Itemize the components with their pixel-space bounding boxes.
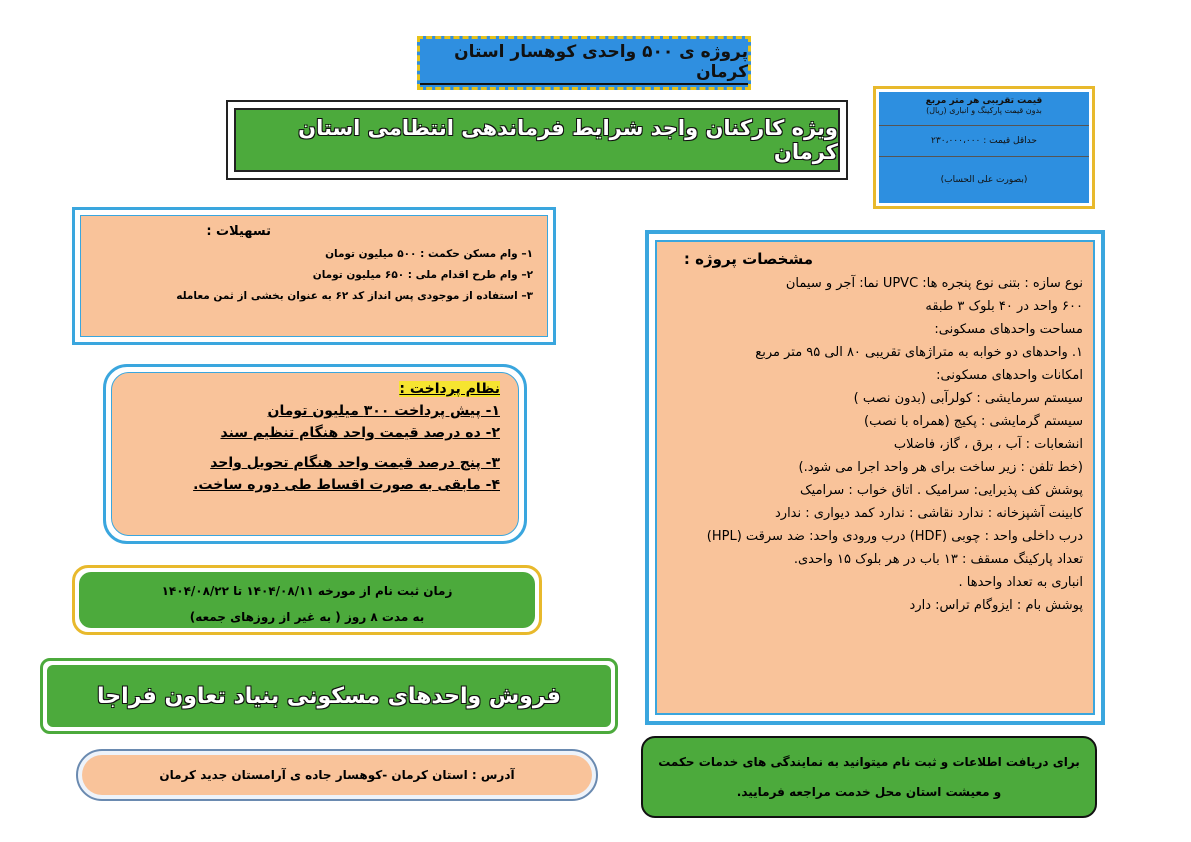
min-price: حداقل قیمت : ۲۳۰،۰۰۰،۰۰۰ (879, 126, 1089, 157)
price-header (879, 92, 1089, 126)
address-text: آدرس : استان کرمان -کوهسار جاده ی آرامستان جدید کرمان (159, 768, 515, 782)
project-title: پروژه ی ۵۰۰ واحدی کوهسار استان کرمان (420, 42, 748, 85)
payment-box (103, 364, 527, 544)
specs-panel (655, 240, 1095, 715)
spec-line: درب داخلی واحد : چوبی (HDF) درب ورودی واحد: ضد سرقت (HPL) (706, 529, 1083, 544)
facilities-box (72, 207, 556, 345)
spec-line: پوشش کف پذیرایی: سرامیک . اتاق خواب : سرامیک (800, 483, 1083, 498)
price-line2: بدون قیمت پارکینگ و انباری (ریال) (926, 106, 1042, 115)
spec-line: سیستم گرمایشی : پکیج (همراه با نصب) (864, 414, 1083, 429)
facility-item: ۲– وام طرح اقدام ملی : ۶۵۰ میلیون تومان (312, 269, 533, 281)
specs-heading: مشخصات پروژه : (683, 250, 813, 268)
registration-dates: زمان ثبت نام از مورخه ۱۴۰۴/۰۸/۱۱ تا ۱۴۰۴/۰۸/۲۲ (161, 584, 453, 598)
facility-item: ۳– استفاده از موجودی پس انداز کد ۶۲ به عنوان بخشی از ثمن معامله (176, 290, 533, 302)
sales-banner-text: فروش واحدهای مسکونی بنیاد تعاون فراجا (97, 683, 561, 709)
contact-box (641, 736, 1097, 818)
facility-item: ۱– وام مسکن حکمت : ۵۰۰ میلیون تومان (325, 248, 533, 260)
price-panel (879, 92, 1089, 203)
spec-line: ۶۰۰ واحد در ۴۰ بلوک ۳ طبقه (925, 299, 1083, 314)
sales-banner (47, 665, 611, 727)
facilities-panel (80, 215, 548, 337)
sales-banner-box (40, 658, 618, 734)
spec-line: تعداد پارکینگ مسقف : ۱۳ باب در هر بلوک ۱۵ واحدی. (793, 552, 1083, 567)
spec-line: (خط تلفن : زیر ساخت برای هر واحد اجرا می شود.) (798, 460, 1083, 475)
spec-line: سیستم سرمایشی : کولرآبی (بدون نصب ) (853, 391, 1083, 406)
spec-line: مساحت واحدهای مسکونی: (934, 322, 1083, 337)
subtitle-box (226, 100, 848, 180)
project-title-box (417, 36, 751, 90)
spec-line: انباری به تعداد واحدها . (958, 575, 1083, 590)
registration-box (72, 565, 542, 635)
subtitle-banner (234, 108, 840, 172)
spec-line: نوع سازه : بتنی نوع پنجره ها: UPVC نما: آجر و سیمان (785, 276, 1083, 291)
facilities-heading: تسهیلات : (206, 224, 271, 239)
spec-line: ۱. واحدهای دو خوابه به متراژهای تقریبی ۸۰ الی ۹۵ متر مربع (755, 345, 1083, 360)
payment-heading (130, 381, 500, 397)
contact-line: و معیشت استان محل خدمت مراجعه فرمایید. (736, 785, 1002, 799)
payment-item: ۴- مابقی به صورت اقساط طی دوره ساخت. (193, 477, 500, 493)
spec-line: انشعابات : آب ، برق ، گاز، فاضلاب (893, 437, 1083, 452)
payment-item: ۱- پیش پرداخت ۳۰۰ میلیون تومان (267, 403, 500, 419)
payment-panel (111, 372, 519, 536)
registration-duration: به مدت ۸ روز ( به غیر از روزهای جمعه) (189, 610, 425, 624)
contact-line: برای دریافت اطلاعات و ثبت نام میتوانید به نمایندگی های خدمات حکمت (658, 755, 1080, 769)
spec-line: امکانات واحدهای مسکونی: (936, 368, 1083, 383)
spec-line: پوشش بام : ایزوگام تراس: دارد (909, 598, 1083, 613)
payment-item: ۲- ده درصد قیمت واحد هنگام تنظیم سند (220, 425, 500, 441)
subtitle-text: ویژه کارکنان واجد شرایط فرماندهی انتظامی استان کرمان (298, 116, 838, 164)
price-note: (بصورت علی الحساب) (940, 175, 1028, 185)
price-box (873, 86, 1095, 209)
address-box (76, 749, 598, 801)
registration-panel (79, 572, 535, 628)
specs-box (645, 230, 1105, 725)
price-line1: قیمت تقریبی هر متر مربع (925, 96, 1043, 106)
address-panel (82, 755, 592, 795)
payment-heading-text: نظام پرداخت : (399, 381, 500, 397)
spec-line: کابینت آشپزخانه : ندارد نقاشی : ندارد کمد دیواری : ندارد (775, 506, 1083, 521)
payment-item: ۳- پنج درصد قیمت واحد هنگام تحویل واحد (210, 455, 500, 471)
